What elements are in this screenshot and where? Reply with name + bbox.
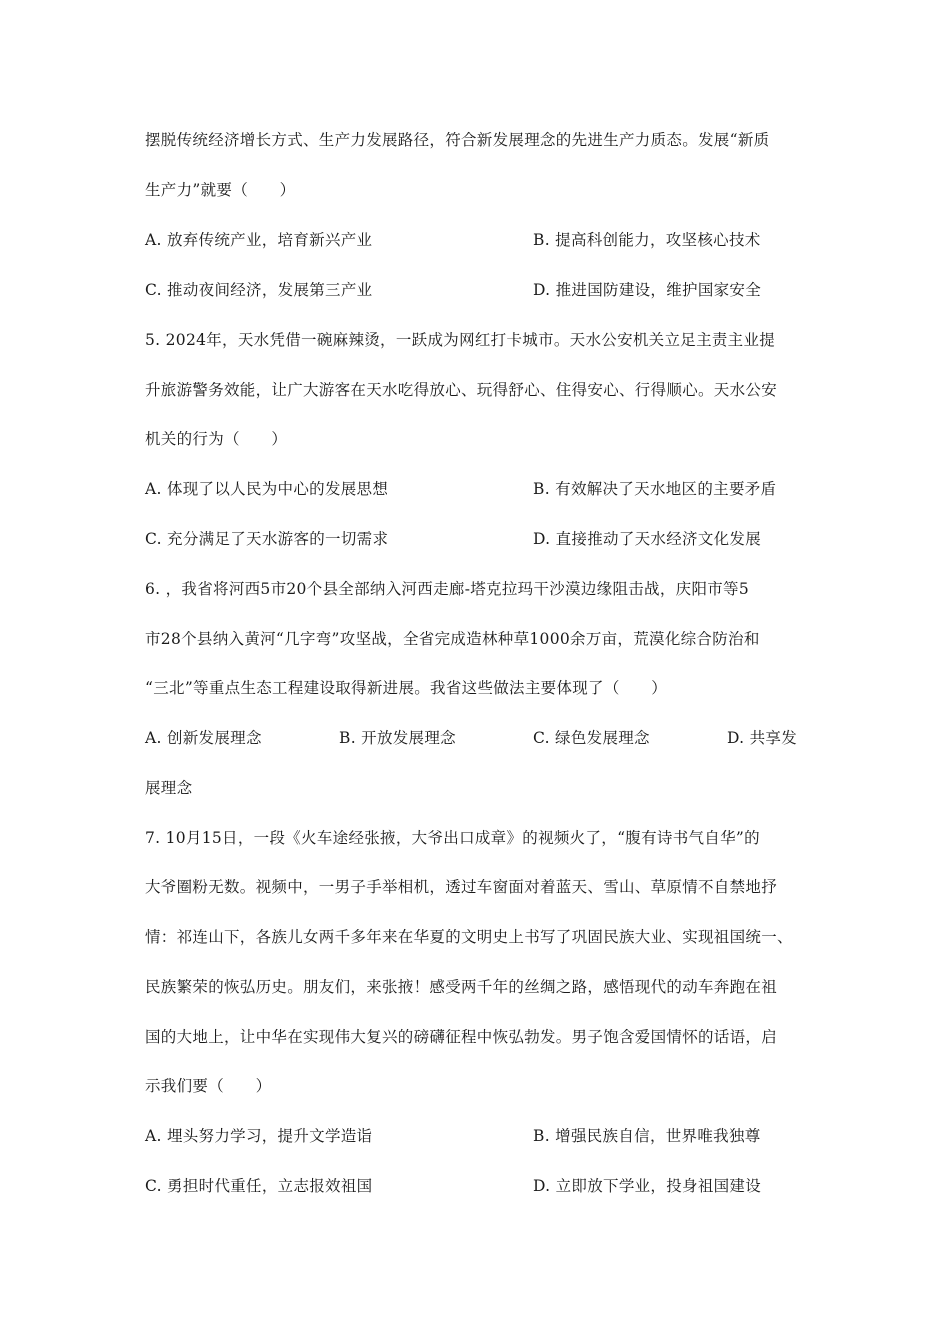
q6-option-c: C. 绿色发展理念	[533, 729, 650, 747]
q6-option-b: B. 开放发展理念	[339, 729, 456, 747]
q4-option-b: B. 提高科创能力，攻坚核心技术	[533, 231, 761, 249]
q7-stem-line-2: 大爷圈粉无数。视频中，一男子手举相机，透过车窗面对着蓝天、雪山、草原情不自禁地抒	[145, 878, 778, 896]
q7-stem-line-5: 国的大地上，让中华在实现伟大复兴的磅礴征程中恢弘勃发。男子饱含爱国情怀的话语，启	[145, 1028, 778, 1046]
q6-option-a: A. 创新发展理念	[145, 729, 262, 747]
q5-option-b: B. 有效解决了天水地区的主要矛盾	[533, 480, 777, 498]
q4-option-d: D. 推进国防建设，维护国家安全	[533, 281, 762, 299]
q7-stem-line-6: 示我们要（ ）	[145, 1077, 272, 1095]
q4-option-c: C. 推动夜间经济，发展第三产业	[145, 281, 373, 299]
q7-stem-line-1: 7. 10月15日，一段《火车途经张掖，大爷出口成章》的视频火了，“腹有诗书气自华”的	[145, 829, 760, 847]
q6-stem-line-2: 市28个县纳入黄河“几字弯”攻坚战，全省完成造林种草1000余万亩，荒漠化综合防治和	[145, 630, 760, 648]
q5-option-d: D. 直接推动了天水经济文化发展	[533, 530, 762, 548]
q5-option-a: A. 体现了以人民为中心的发展思想	[145, 480, 389, 498]
q5-stem-line-1: 5. 2024年，天水凭借一碗麻辣烫，一跃成为网红打卡城市。天水公安机关立足主责主业提	[145, 331, 776, 349]
q7-option-d: D. 立即放下学业，投身祖国建设	[533, 1177, 762, 1195]
q7-option-b: B. 增强民族自信，世界唯我独尊	[533, 1127, 761, 1145]
q7-option-a: A. 埋头努力学习，提升文学造诣	[145, 1127, 373, 1145]
q5-stem-line-3: 机关的行为（ ）	[145, 430, 288, 448]
q4-stem-line-2: 生产力”就要（ ）	[145, 181, 296, 199]
q7-option-c: C. 勇担时代重任，立志报效祖国	[145, 1177, 373, 1195]
q6-option-d: D. 共享发	[727, 729, 798, 747]
q6-option-d-wrap: 展理念	[145, 779, 193, 797]
q7-stem-line-3: 情：祁连山下，各族儿女两千多年来在华夏的文明史上书写了巩固民族大业、实现祖国统一、	[145, 928, 793, 946]
q4-option-a: A. 放弃传统产业，培育新兴产业	[145, 231, 373, 249]
q6-stem-line-3: “三北”等重点生态工程建设取得新进展。我省这些做法主要体现了（ ）	[145, 679, 668, 697]
q7-stem-line-4: 民族繁荣的恢弘历史。朋友们，来张掖！感受两千年的丝绸之路，感悟现代的动车奔跑在祖	[145, 978, 778, 996]
q5-stem-line-2: 升旅游警务效能，让广大游客在天水吃得放心、玩得舒心、住得安心、行得顺心。天水公安	[145, 381, 778, 399]
q4-stem-line-1: 摆脱传统经济增长方式、生产力发展路径，符合新发展理念的先进生产力质态。发展“新质	[145, 131, 770, 149]
q6-stem-line-1: 6. ，我省将河西5市20个县全部纳入河西走廊-塔克拉玛干沙漠边缘阻击战，庆阳市等5	[145, 580, 750, 598]
q5-option-c: C. 充分满足了天水游客的一切需求	[145, 530, 389, 548]
